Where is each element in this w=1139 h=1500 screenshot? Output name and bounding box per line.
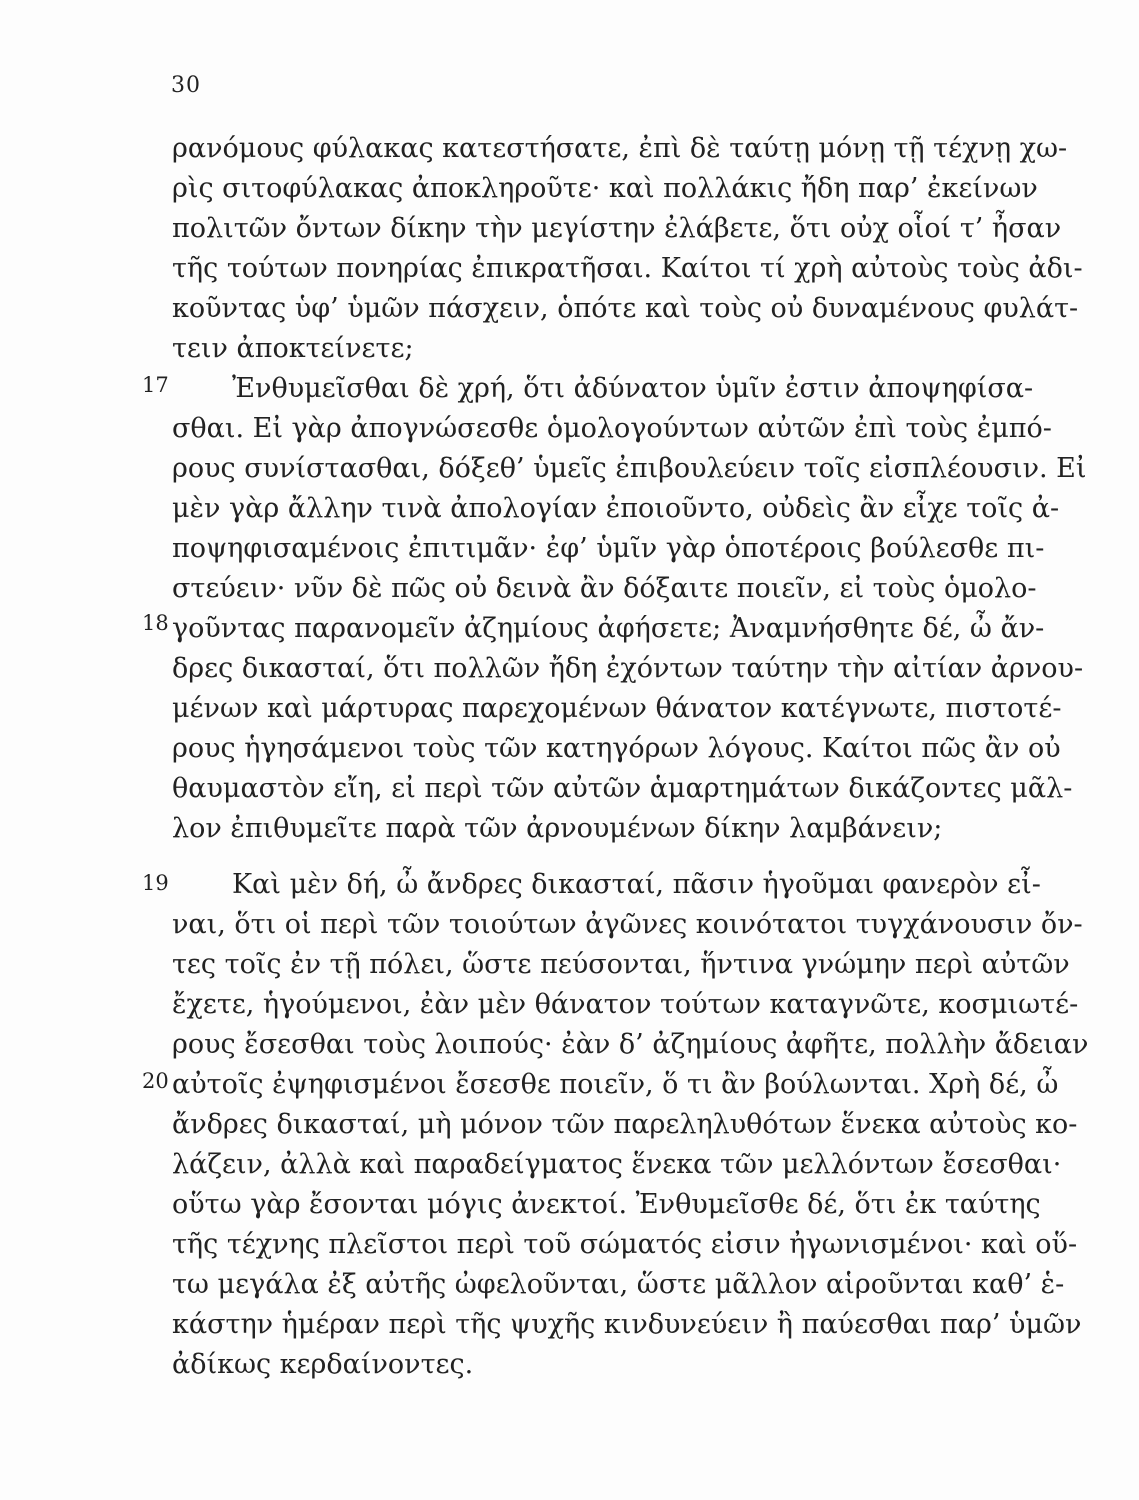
text-line: γοῦντας παρανομεῖν ἀζημίους ἀφήσετε; Ἀναμνήσθητε δέ, ὦ ἄν- xyxy=(172,613,1045,644)
text-line: ἔχετε, ἡγούμενοι, ἐὰν μὲν θάνατον τούτων καταγνῶτε, κοσμιωτέ- xyxy=(172,989,1079,1020)
text-line: ποψηφισαμένοις ἐπιτιμᾶν· ἐφ’ ὑμῖν γὰρ ὁποτέροις βούλεσθε πι- xyxy=(172,533,1045,564)
text-line: τες τοῖς ἐν τῇ πόλει, ὥστε πεύσονται, ἥντινα γνώμην περὶ αὐτῶν xyxy=(172,949,1070,980)
text-line: θαυμαστὸν εἴη, εἰ περὶ τῶν αὐτῶν ἁμαρτημάτων δικάζοντες μᾶλ- xyxy=(172,773,1073,804)
text-line: σθαι. Εἰ γὰρ ἀπογνώσεσθε ὁμολογούντων αὐτῶν ἐπὶ τοὺς ἐμπό- xyxy=(172,413,1052,444)
section-number-20: 20 xyxy=(142,1069,169,1093)
text-line: τῆς τέχνης πλεῖστοι περὶ τοῦ σώματός εἰσιν ἠγωνισμένοι· καὶ οὕ- xyxy=(172,1229,1078,1260)
text-line: στεύειν· νῦν δὲ πῶς οὐ δεινὰ ἂν δόξαιτε ποιεῖν, εἰ τοὺς ὁμολο- xyxy=(172,573,1037,604)
text-line: ρους συνίστασθαι, δόξεθ’ ὑμεῖς ἐπιβουλεύειν τοῖς εἰσπλέουσιν. Εἰ xyxy=(172,453,1087,484)
text-line: πολιτῶν ὄντων δίκην τὴν μεγίστην ἐλάβετε, ὅτι οὐχ οἷοί τ’ ἦσαν xyxy=(172,213,1062,244)
text-line: τω μεγάλα ἐξ αὐτῆς ὠφελοῦνται, ὥστε μᾶλλον αἱροῦνται καθ’ ἑ- xyxy=(172,1269,1065,1300)
page-number: 30 xyxy=(171,73,201,98)
text-line: κοῦντας ὑφ’ ὑμῶν πάσχειν, ὁπότε καὶ τοὺς οὐ δυναμένους φυλάτ- xyxy=(172,293,1079,324)
section-number-19: 19 xyxy=(142,871,169,895)
text-line: ρανόμους φύλακας κατεστήσατε, ἐπὶ δὲ ταύτῃ μόνῃ τῇ τέχνῃ χω- xyxy=(172,133,1068,164)
text-line: μὲν γὰρ ἄλλην τινὰ ἀπολογίαν ἐποιοῦντο, οὐδεὶς ἂν εἶχε τοῖς ἀ- xyxy=(172,493,1060,524)
text-line: λάζειν, ἀλλὰ καὶ παραδείγματος ἕνεκα τῶν μελλόντων ἔσεσθαι· xyxy=(172,1149,1062,1180)
text-line: ἀδίκως κερδαίνοντες. xyxy=(172,1349,474,1380)
text-line: τῆς τούτων πονηρίας ἐπικρατῆσαι. Καίτοι τί χρὴ αὐτοὺς τοὺς ἀδι- xyxy=(172,253,1083,284)
section-number-18: 18 xyxy=(142,611,169,635)
text-line: ρὶς σιτοφύλακας ἀποκληροῦτε· καὶ πολλάκις ἤδη παρ’ ἐκείνων xyxy=(172,173,1038,204)
text-line: Καὶ μὲν δή, ὦ ἄνδρες δικασταί, πᾶσιν ἡγοῦμαι φανερὸν εἶ- xyxy=(232,869,1041,900)
text-line: κάστην ἡμέραν περὶ τῆς ψυχῆς κινδυνεύειν ἢ παύεσθαι παρ’ ὑμῶν xyxy=(172,1309,1082,1340)
text-line: μένων καὶ μάρτυρας παρεχομένων θάνατον κατέγνωτε, πιστοτέ- xyxy=(172,693,1062,724)
text-line: ἄνδρες δικασταί, μὴ μόνον τῶν παρεληλυθότων ἕνεκα αὐτοὺς κο- xyxy=(172,1109,1078,1140)
text-line: ρους ἔσεσθαι τοὺς λοιπούς· ἐὰν δ’ ἀζημίους ἀφῆτε, πολλὴν ἄδειαν xyxy=(172,1029,1089,1060)
text-line: λον ἐπιθυμεῖτε παρὰ τῶν ἀρνουμένων δίκην λαμβάνειν; xyxy=(172,813,943,844)
text-line: δρες δικασταί, ὅτι πολλῶν ἤδη ἐχόντων ταύτην τὴν αἰτίαν ἀρνου- xyxy=(172,653,1084,684)
text-line: ρους ἡγησάμενοι τοὺς τῶν κατηγόρων λόγους. Καίτοι πῶς ἂν οὐ xyxy=(172,733,1061,764)
text-line: ναι, ὅτι οἱ περὶ τῶν τοιούτων ἀγῶνες κοινότατοι τυγχάνουσιν ὄν- xyxy=(172,909,1083,940)
text-line: οὕτω γὰρ ἔσονται μόγις ἀνεκτοί. Ἐνθυμεῖσθε δέ, ὅτι ἐκ ταύτης xyxy=(172,1189,1041,1220)
text-line: αὐτοῖς ἐψηφισμένοι ἔσεσθε ποιεῖν, ὅ τι ἂν βούλωνται. Χρὴ δέ, ὦ xyxy=(172,1069,1059,1100)
text-line: τειν ἀποκτείνετε; xyxy=(172,333,414,364)
section-number-17: 17 xyxy=(142,373,169,397)
text-line: Ἐνθυμεῖσθαι δὲ χρή, ὅτι ἀδύνατον ὑμῖν ἐστιν ἀποψηφίσα- xyxy=(232,373,1034,404)
